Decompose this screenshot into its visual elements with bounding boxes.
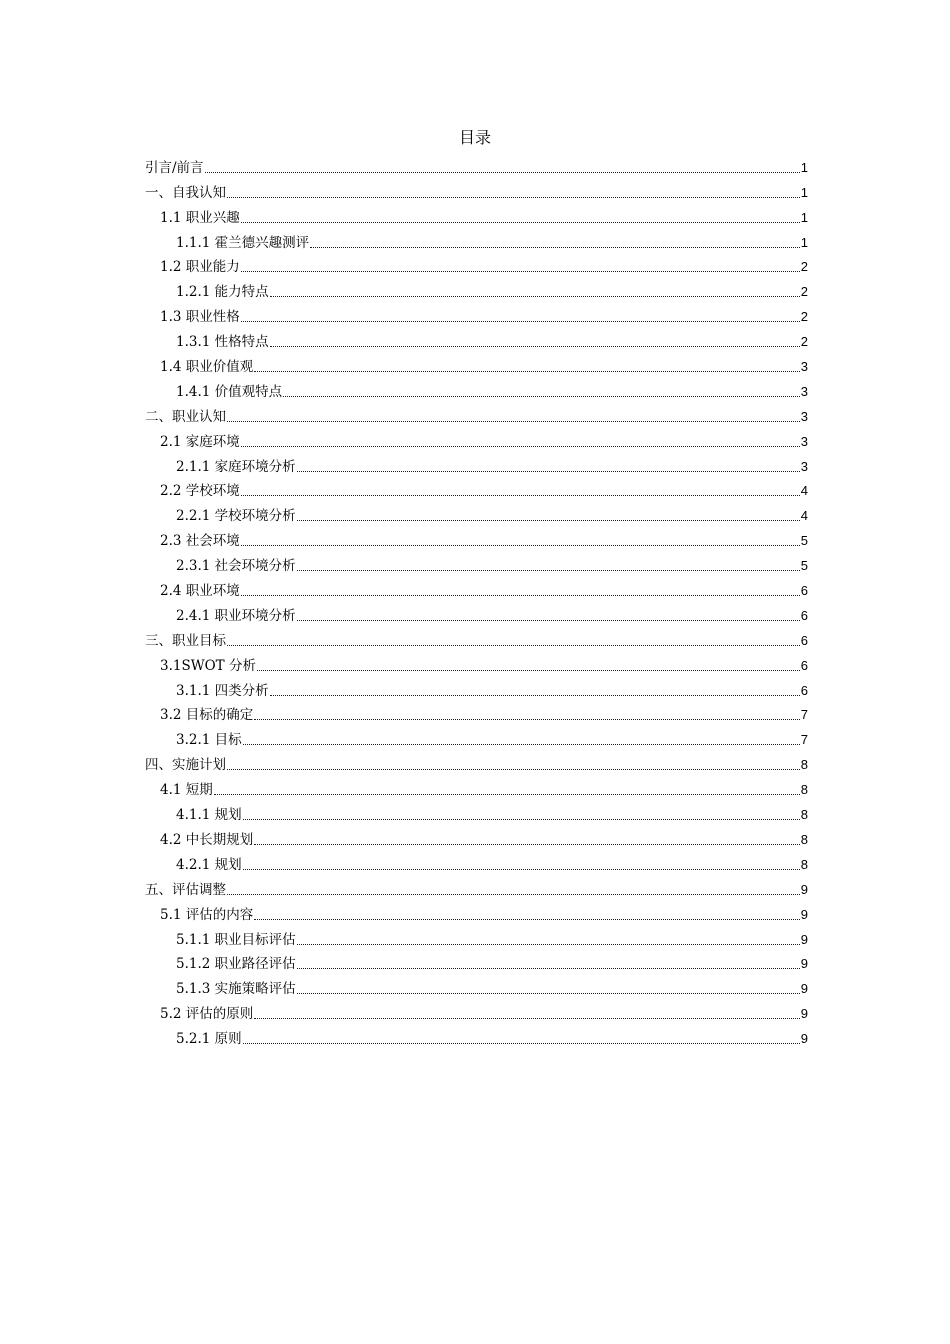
toc-entry[interactable] xyxy=(145,650,808,675)
toc-page-number: 9 xyxy=(800,956,808,972)
toc-dot-leader xyxy=(241,446,800,447)
toc-entry-text: 1.1 职业兴趣 xyxy=(160,209,240,226)
toc-entry[interactable] xyxy=(145,376,808,401)
toc-entry[interactable] xyxy=(145,824,808,849)
toc-entry-text: 2.1 家庭环境 xyxy=(160,433,240,450)
toc-dot-leader xyxy=(227,197,800,198)
toc-page-number: 6 xyxy=(800,583,808,599)
toc-dot-leader xyxy=(254,1018,800,1019)
toc-entry-text: 五、评估调整 xyxy=(145,881,226,898)
toc-dot-leader xyxy=(310,247,800,248)
toc-dot-leader xyxy=(254,919,800,920)
toc-page-number: 8 xyxy=(800,807,808,823)
toc-entry-text: 1.4.1 价值观特点 xyxy=(176,383,283,400)
toc-entry[interactable] xyxy=(145,301,808,326)
table-of-contents xyxy=(145,152,808,1048)
toc-page-number: 8 xyxy=(800,757,808,773)
toc-dot-leader xyxy=(241,271,800,272)
toc-dot-leader xyxy=(297,471,800,472)
toc-page-number: 3 xyxy=(800,433,808,449)
toc-entry-text: 1.1.1 霍兰德兴趣测评 xyxy=(176,234,310,251)
toc-dot-leader xyxy=(227,421,800,422)
toc-entry[interactable] xyxy=(145,899,808,924)
toc-dot-leader xyxy=(227,645,800,646)
toc-dot-leader xyxy=(297,968,800,969)
toc-entry-text: 3.1.1 四类分析 xyxy=(176,682,269,699)
toc-dot-leader xyxy=(243,819,800,820)
toc-entry-text: 1.2.1 能力特点 xyxy=(176,284,269,301)
toc-entry-text: 三、职业目标 xyxy=(145,632,226,649)
toc-entry-text: 3.1SWOT 分析 xyxy=(160,657,256,674)
toc-page-number: 3 xyxy=(800,383,808,399)
toc-entry-text: 1.4 职业价值观 xyxy=(160,359,254,376)
toc-entry-text: 四、实施计划 xyxy=(145,757,226,774)
toc-entry-text: 4.1 短期 xyxy=(160,782,213,799)
toc-entry-text: 1.2 职业能力 xyxy=(160,259,240,276)
toc-page-number: 2 xyxy=(800,284,808,300)
toc-entry[interactable] xyxy=(145,924,808,949)
toc-page-number: 8 xyxy=(800,831,808,847)
toc-entry[interactable] xyxy=(145,700,808,725)
toc-entry-text: 5.1.1 职业目标评估 xyxy=(176,931,296,948)
toc-entry-text: 2.4.1 职业环境分析 xyxy=(176,607,296,624)
toc-page-number: 4 xyxy=(800,508,808,524)
toc-dot-leader xyxy=(241,495,800,496)
toc-dot-leader xyxy=(241,222,800,223)
toc-entry-text: 引言/前言 xyxy=(145,159,204,176)
toc-entry-text: 5.2 评估的原则 xyxy=(160,1006,254,1023)
toc-dot-leader xyxy=(241,595,800,596)
toc-page-number: 9 xyxy=(800,1006,808,1022)
toc-dot-leader xyxy=(254,371,800,372)
toc-page-number: 3 xyxy=(800,359,808,375)
toc-entry-text: 2.4 职业环境 xyxy=(160,583,240,600)
toc-entry-text: 4.2.1 规划 xyxy=(176,856,242,873)
toc-entry[interactable] xyxy=(145,351,808,376)
toc-entry-text: 2.2 学校环境 xyxy=(160,483,240,500)
toc-page-number: 6 xyxy=(800,657,808,673)
toc-page-number: 2 xyxy=(800,309,808,325)
toc-dot-leader xyxy=(270,695,800,696)
toc-entry[interactable] xyxy=(145,874,808,899)
toc-dot-leader xyxy=(243,869,800,870)
toc-entry[interactable] xyxy=(145,973,808,998)
toc-page-number: 1 xyxy=(800,209,808,225)
toc-entry[interactable] xyxy=(145,575,808,600)
toc-page-number: 8 xyxy=(800,856,808,872)
toc-page-number: 1 xyxy=(800,184,808,200)
toc-entry[interactable] xyxy=(145,401,808,426)
toc-entry-text: 2.1.1 家庭环境分析 xyxy=(176,458,296,475)
toc-dot-leader xyxy=(243,1043,800,1044)
toc-entry[interactable] xyxy=(145,749,808,774)
toc-entry-text: 5.1.3 实施策略评估 xyxy=(176,981,296,998)
toc-entry[interactable] xyxy=(145,724,808,749)
toc-entry[interactable] xyxy=(145,177,808,202)
toc-entry-text: 5.1.2 职业路径评估 xyxy=(176,956,296,973)
toc-page-number: 5 xyxy=(800,558,808,574)
toc-page-number: 2 xyxy=(800,259,808,275)
toc-dot-leader xyxy=(297,520,800,521)
toc-entry-text: 1.3.1 性格特点 xyxy=(176,334,269,351)
toc-entry[interactable] xyxy=(145,202,808,227)
toc-page-number: 9 xyxy=(800,981,808,997)
toc-page-number: 1 xyxy=(800,234,808,250)
toc-dot-leader xyxy=(297,944,800,945)
toc-entry-text: 2.2.1 学校环境分析 xyxy=(176,508,296,525)
toc-entry[interactable] xyxy=(145,849,808,874)
toc-page-number: 8 xyxy=(800,782,808,798)
toc-page-number: 3 xyxy=(800,458,808,474)
toc-page-number: 1 xyxy=(800,159,808,175)
toc-entry[interactable] xyxy=(145,1023,808,1048)
toc-entry-text: 4.2 中长期规划 xyxy=(160,831,254,848)
toc-entry[interactable] xyxy=(145,152,808,177)
toc-dot-leader xyxy=(297,570,800,571)
toc-entry[interactable] xyxy=(145,252,808,277)
toc-page-number: 7 xyxy=(800,707,808,723)
toc-page-number: 2 xyxy=(800,334,808,350)
toc-dot-leader xyxy=(241,321,800,322)
toc-page-number: 9 xyxy=(800,906,808,922)
toc-entry[interactable] xyxy=(145,500,808,525)
toc-dot-leader xyxy=(270,296,800,297)
toc-entry[interactable] xyxy=(145,426,808,451)
toc-page-number: 7 xyxy=(800,732,808,748)
toc-page-number: 9 xyxy=(800,931,808,947)
toc-entry[interactable] xyxy=(145,998,808,1023)
toc-dot-leader xyxy=(254,844,800,845)
toc-page-number: 9 xyxy=(800,881,808,897)
toc-entry[interactable] xyxy=(145,675,808,700)
toc-page-number: 6 xyxy=(800,632,808,648)
toc-page-number: 4 xyxy=(800,483,808,499)
toc-entry[interactable] xyxy=(145,476,808,501)
toc-dot-leader xyxy=(283,396,800,397)
toc-dot-leader xyxy=(241,545,800,546)
toc-entry-text: 3.2 目标的确定 xyxy=(160,707,254,724)
toc-dot-leader xyxy=(297,620,800,621)
toc-dot-leader xyxy=(243,744,800,745)
toc-entry[interactable] xyxy=(145,326,808,351)
toc-entry[interactable] xyxy=(145,625,808,650)
toc-entry[interactable] xyxy=(145,550,808,575)
toc-dot-leader xyxy=(297,993,800,994)
toc-entry-text: 2.3 社会环境 xyxy=(160,533,240,550)
toc-entry[interactable] xyxy=(145,949,808,974)
toc-entry-text: 1.3 职业性格 xyxy=(160,309,240,326)
toc-page-number: 6 xyxy=(800,682,808,698)
toc-entry[interactable] xyxy=(145,276,808,301)
toc-entry-text: 5.2.1 原则 xyxy=(176,1031,242,1048)
toc-dot-leader xyxy=(205,172,800,173)
toc-entry[interactable] xyxy=(145,799,808,824)
toc-dot-leader xyxy=(254,719,800,720)
toc-dot-leader xyxy=(227,769,800,770)
toc-page-number: 5 xyxy=(800,533,808,549)
toc-entry[interactable] xyxy=(145,525,808,550)
toc-entry-text: 二、职业认知 xyxy=(145,408,226,425)
toc-page-number: 3 xyxy=(800,408,808,424)
toc-entry[interactable] xyxy=(145,227,808,252)
toc-page-number: 6 xyxy=(800,607,808,623)
toc-title: 目录 xyxy=(458,128,491,147)
toc-entry[interactable] xyxy=(145,774,808,799)
toc-entry-text: 4.1.1 规划 xyxy=(176,807,242,824)
toc-dot-leader xyxy=(214,794,800,795)
toc-entry-text: 5.1 评估的内容 xyxy=(160,906,254,923)
toc-entry-text: 2.3.1 社会环境分析 xyxy=(176,558,296,575)
toc-dot-leader xyxy=(270,346,800,347)
toc-dot-leader xyxy=(227,894,800,895)
toc-entry-text: 3.2.1 目标 xyxy=(176,732,242,749)
toc-entry[interactable] xyxy=(145,451,808,476)
toc-dot-leader xyxy=(257,670,800,671)
toc-entry[interactable] xyxy=(145,600,808,625)
toc-page-number: 9 xyxy=(800,1031,808,1047)
toc-entry-text: 一、自我认知 xyxy=(145,184,226,201)
